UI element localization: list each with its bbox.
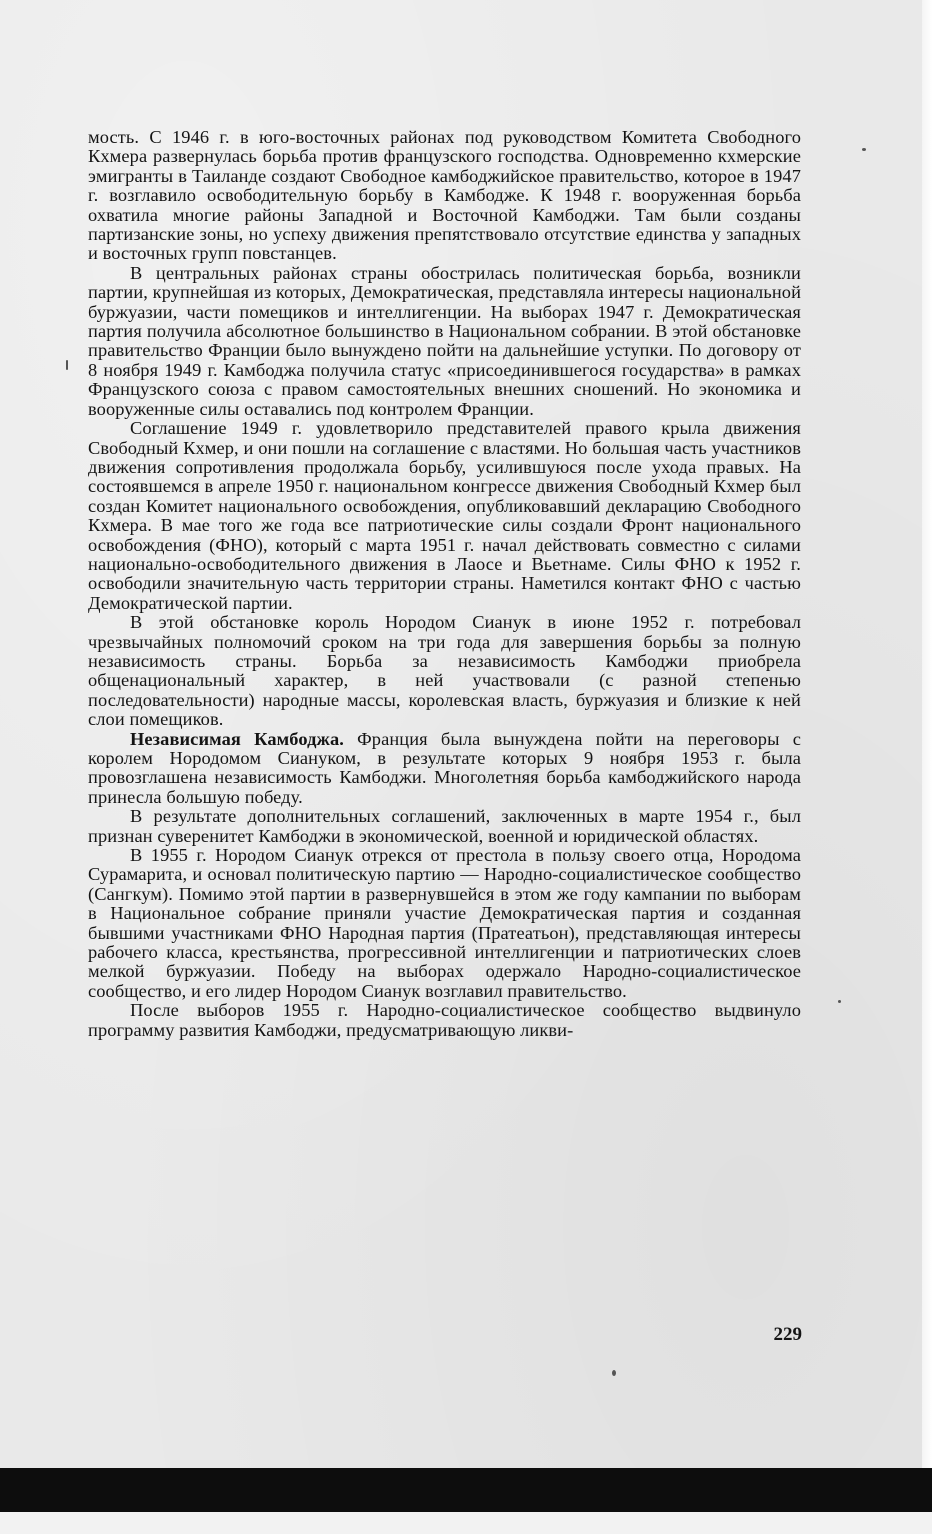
section-heading: Независимая Камбоджа. — [130, 728, 344, 749]
scan-bottom-strip — [0, 1512, 932, 1534]
scan-bottom-shadow — [0, 1468, 932, 1512]
paragraph-8: После выборов 1955 г. Народно-социалистическое сообщество выдвинуло программу развития Камбоджи, предусматривающую ликви- — [88, 1000, 801, 1040]
paragraph-2: В центральных районах страны обострилась политическая борьба, возникли партии, крупнейшая из которых, Демократическая, представляла интересы национальной буржуазии, части помещиков и интеллигенции. На выборах 1947 г. Демократическая партия получила абсолютное большинство в Национальном собрании. В этой обстановке правительство Франции было вынуждено пойти на дальнейшие уступки. По договору от 8 ноября 1949 г. Камбоджа получила статус «присоединившегося государства» в рамках Французского союза с правом самостоятельных внешних сношений. Но экономика и вооруженные силы оставались под контролем Франции. — [88, 262, 802, 419]
paragraph-5 — [88, 730, 801, 808]
scan-speck — [838, 1000, 841, 1003]
scan-speck — [66, 360, 68, 370]
paragraph-1: мость. С 1946 г. в юго-восточных районах под руководством Комитета Свободного Кхмера развернулась борьба против французского господства. Одновременно кхмерские эмигранты в Таиланде создают Свободное камбоджийское правительство, которое в 1947 г. возглавило освободительную борьбу в Камбодже. К 1948 г. вооруженная борьба охватила многие районы Западной и Восточной Камбоджи. Там были созданы партизанские зоны, но успеху движения препятствовало отсутствие единства у западных и восточных групп повстанцев. — [88, 127, 801, 264]
paragraph-5-text: Франция была вынуждена пойти на переговоры с королем Нородомом Сиануком, в результате которых 9 ноября 1953 г. была провозглашена независимость Камбоджи. Многолетняя борьба камбоджийского народа принесла большую победу. — [88, 728, 801, 807]
paragraph-7: В 1955 г. Нородом Сианук отрекся от престола в пользу своего отца, Нородома Сурамарита, и основал политическую партию — Народно-социалистическое сообщество (Сангкум). Помимо этой партии в развернувшейся в этом же году кампании по выборам в Национальное собрание приняли участие Демократическая партия и созданная бывшими участниками ФНО Народная партия (Пратеатьон), представляющая интересы рабочего класса, крестьянства, прогрессивной интеллигенции и патриотических слоев мелкой буржуазии. Победу на выборах одержало Народно-социалистическое сообщество, и его лидер Нородом Сианук возглавил правительство. — [88, 845, 801, 1001]
paragraph-4: В этой обстановке король Нородом Сианук в июне 1952 г. потребовал чрезвычайных полномочий сроком на три года для завершения борьбы за полную независимость страны. Борьба за независимость Камбоджи приобрела общенациональный характер, в ней участвовали (с разной степенью последовательности) народные массы, королевская власть, буржуазия и близкие к ней слои помещиков. — [88, 612, 801, 730]
page-number: 229 — [773, 1324, 802, 1345]
document-body — [88, 128, 801, 1040]
scan-speck — [862, 148, 866, 151]
scan-speck — [612, 1370, 616, 1376]
paragraph-6: В результате дополнительных соглашений, заключенных в марте 1954 г., был признан суверенитет Камбоджи в экономической, военной и юридической областях. — [88, 806, 801, 846]
paragraph-3: Соглашение 1949 г. удовлетворило представителей правого крыла движения Свободный Кхмер, и они пошли на соглашение с властями. Но большая часть участников движения сопротивления продолжала борьбу, усилившуюся после ухода правых. На состоявшемся в апреле 1950 г. национальном конгрессе движения Свободный Кхмер был создан Комитет национального освобождения, опубликовавший декларацию Свободного Кхмера. В мае того же года все патриотические силы создали Фронт национального освобождения (ФНО), который с марта 1951 г. начал действовать совместно с силами национально-освободительного движения в Лаосе и Вьетнаме. Силы ФНО к 1952 г. освободили значительную часть территории страны. Наметился контакт ФНО с частью Демократической партии. — [88, 418, 801, 613]
page-right-edge — [922, 0, 932, 1534]
